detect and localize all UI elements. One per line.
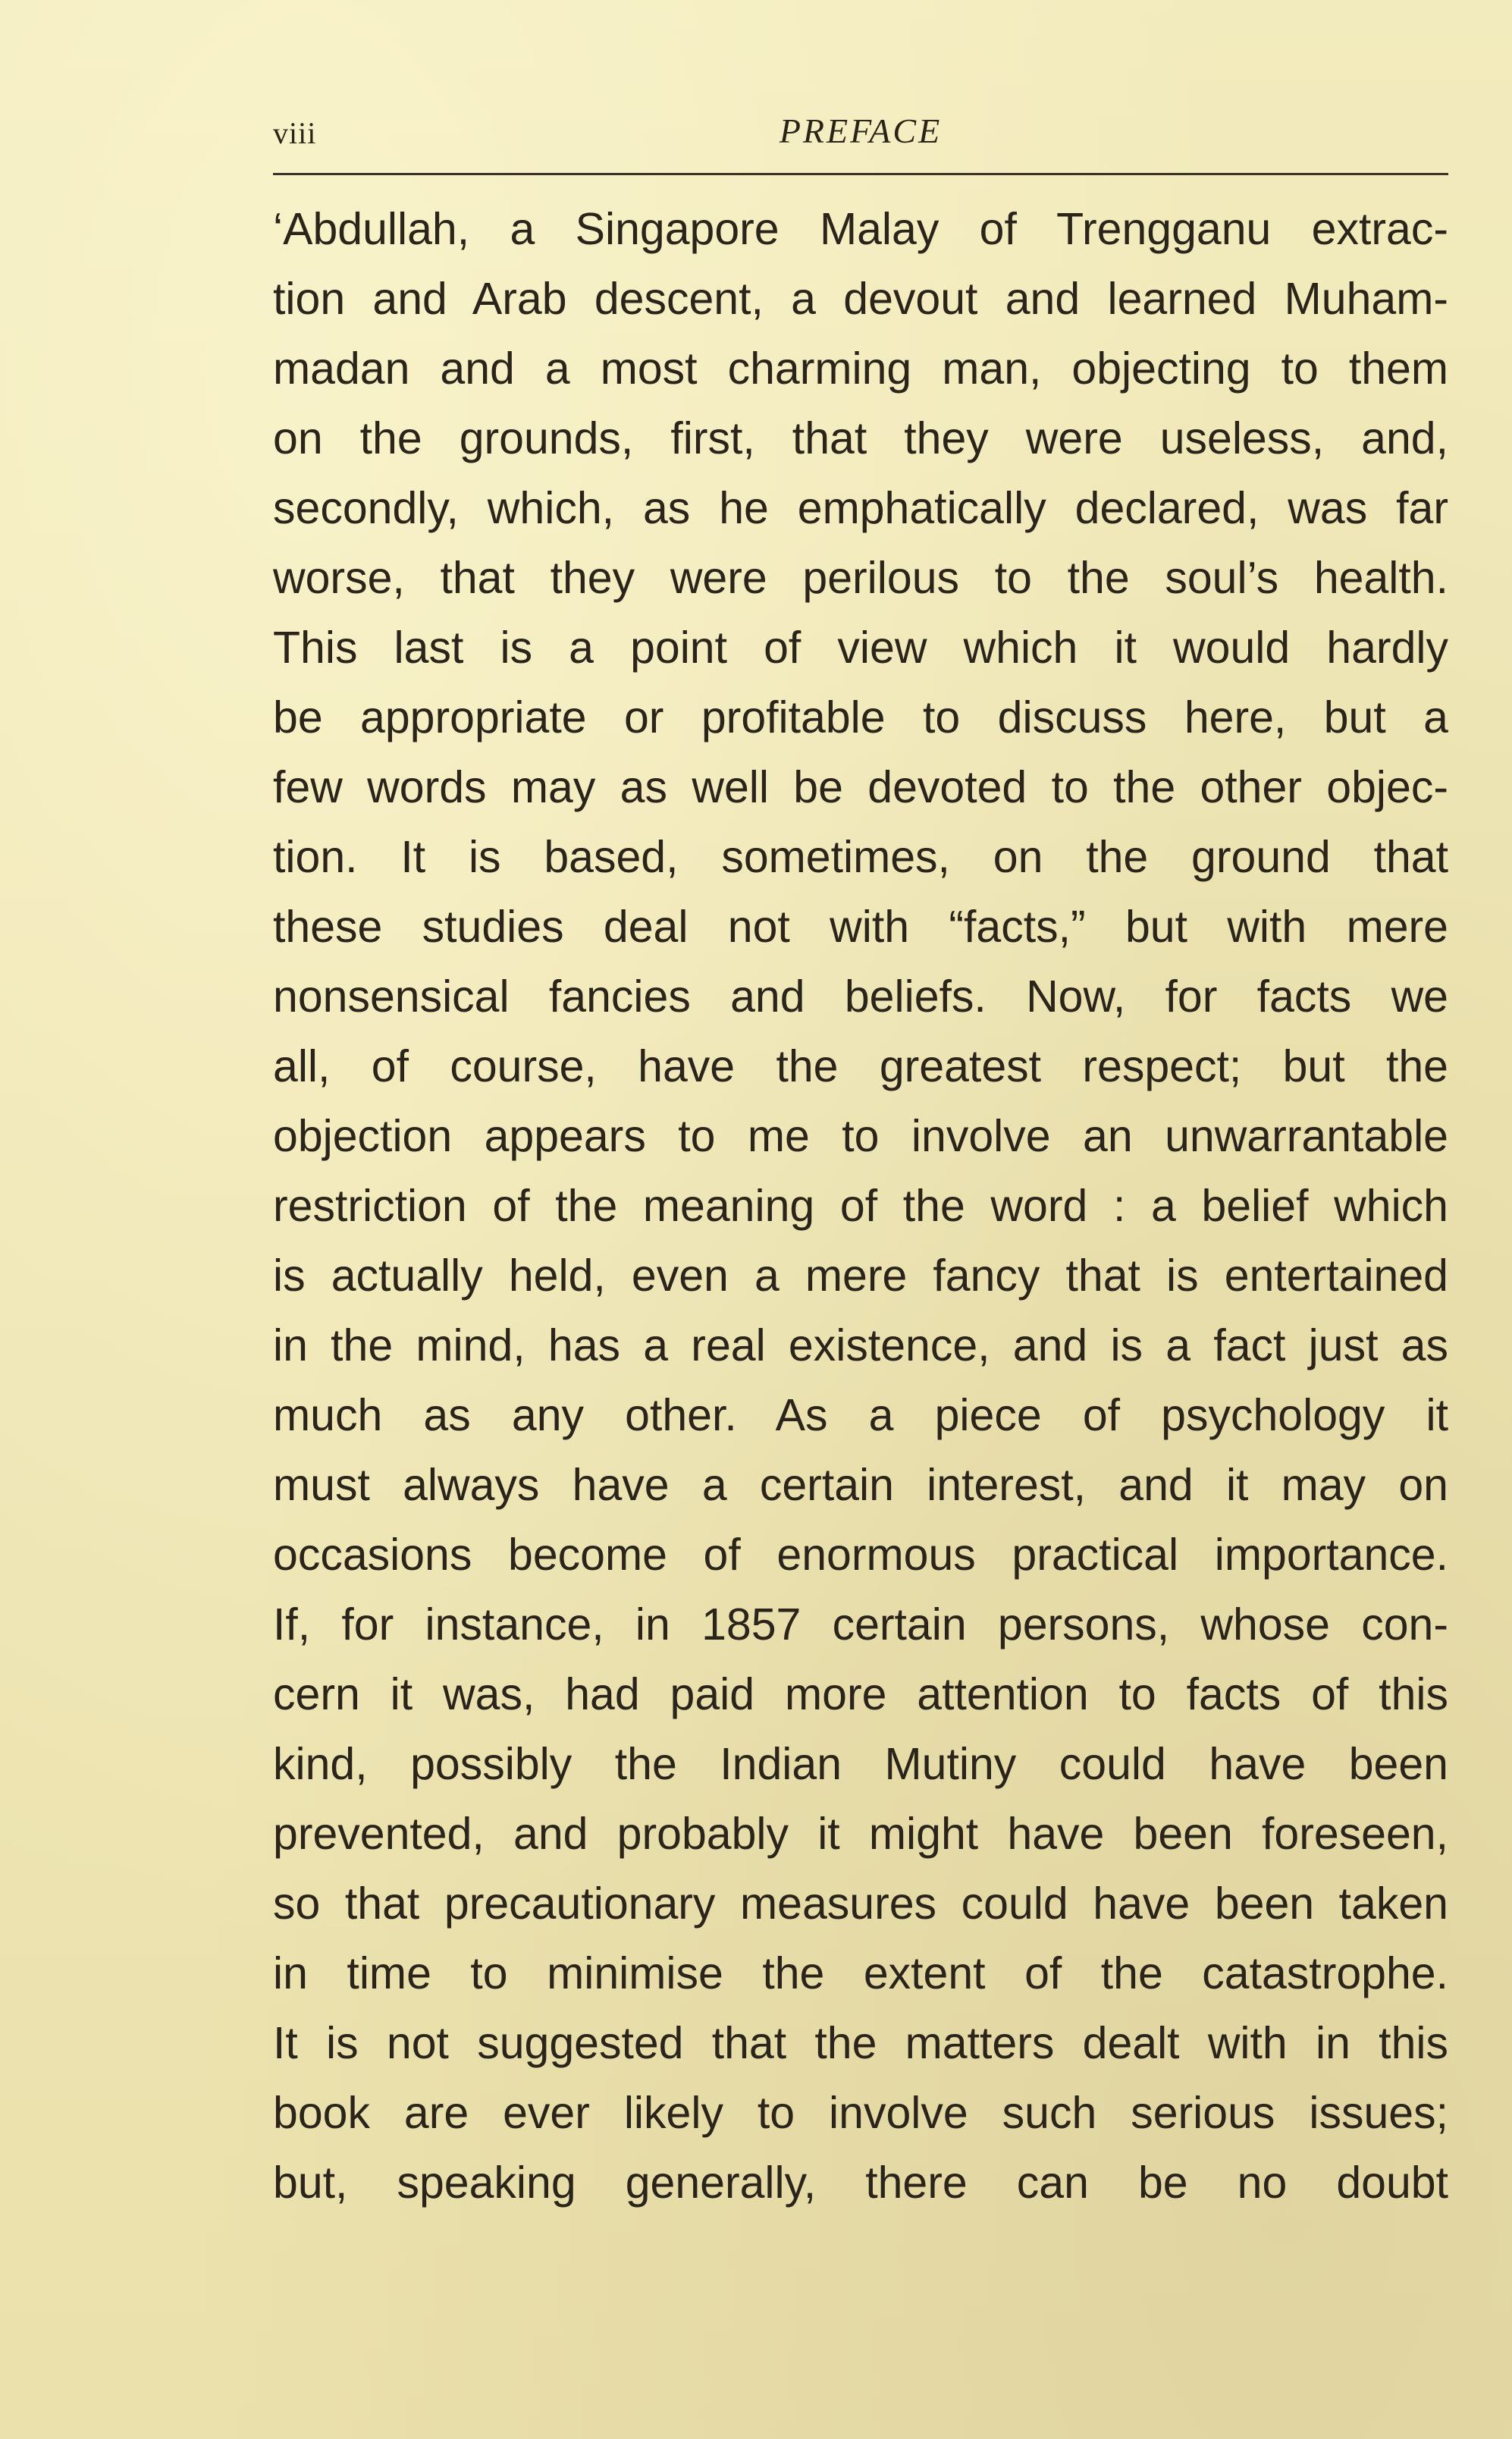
text-line: If, for instance, in 1857 certain persons, whose con-: [273, 1599, 1448, 1650]
text-line: worse, that they were perilous to the soul’s health.: [273, 553, 1448, 603]
text-line: cern it was, had paid more attention to facts of this: [273, 1669, 1448, 1719]
text-line: must always have a certain interest, and it may on: [273, 1460, 1448, 1510]
text-line: tion. It is based, sometimes, on the ground that: [273, 832, 1448, 882]
text-line: few words may as well be devoted to the other objec-: [273, 762, 1448, 812]
text-line: book are ever likely to involve such serious issues;: [273, 2088, 1448, 2138]
text-line: so that precautionary measures could have been taken: [273, 1879, 1448, 1929]
text-line: restriction of the meaning of the word : a belief which: [273, 1181, 1448, 1231]
text-line: in time to minimise the extent of the catastrophe.: [273, 1948, 1448, 1998]
text-line: occasions become of enormous practical importance.: [273, 1530, 1448, 1580]
text-line: these studies deal not with “facts,” but with mere: [273, 902, 1448, 952]
text-line: but, speaking generally, there can be no doubt: [273, 2158, 1448, 2208]
text-line: ‘Abdullah, a Singapore Malay of Trengganu extrac-: [273, 204, 1448, 254]
text-line: is actually held, even a mere fancy that is entertained: [273, 1251, 1448, 1301]
text-line: be appropriate or profitable to discuss here, but a: [273, 692, 1448, 742]
body-text: [273, 194, 1448, 2218]
text-line: on the grounds, first, that they were useless, and,: [273, 413, 1448, 463]
text-line: much as any other. As a piece of psychology it: [273, 1390, 1448, 1440]
page-header: [273, 105, 1448, 158]
running-title: PREFACE: [779, 111, 943, 150]
page-number: viii: [273, 116, 317, 150]
header-rule: [273, 173, 1448, 175]
text-line: tion and Arab descent, a devout and learned Muham-: [273, 274, 1448, 324]
text-line: secondly, which, as he emphatically declared, was far: [273, 483, 1448, 533]
text-line: kind, possibly the Indian Mutiny could have been: [273, 1739, 1448, 1789]
text-line: This last is a point of view which it would hardly: [273, 623, 1448, 673]
text-line: nonsensical fancies and beliefs. Now, for facts we: [273, 972, 1448, 1022]
text-line: all, of course, have the greatest respect; but the: [273, 1041, 1448, 1091]
text-line: in the mind, has a real existence, and is a fact just as: [273, 1320, 1448, 1370]
text-line: prevented, and probably it might have been foreseen,: [273, 1809, 1448, 1859]
text-line: objection appears to me to involve an unwarrantable: [273, 1111, 1448, 1161]
text-line: It is not suggested that the matters dealt with in this: [273, 2018, 1448, 2068]
text-line: madan and a most charming man, objecting to them: [273, 344, 1448, 394]
